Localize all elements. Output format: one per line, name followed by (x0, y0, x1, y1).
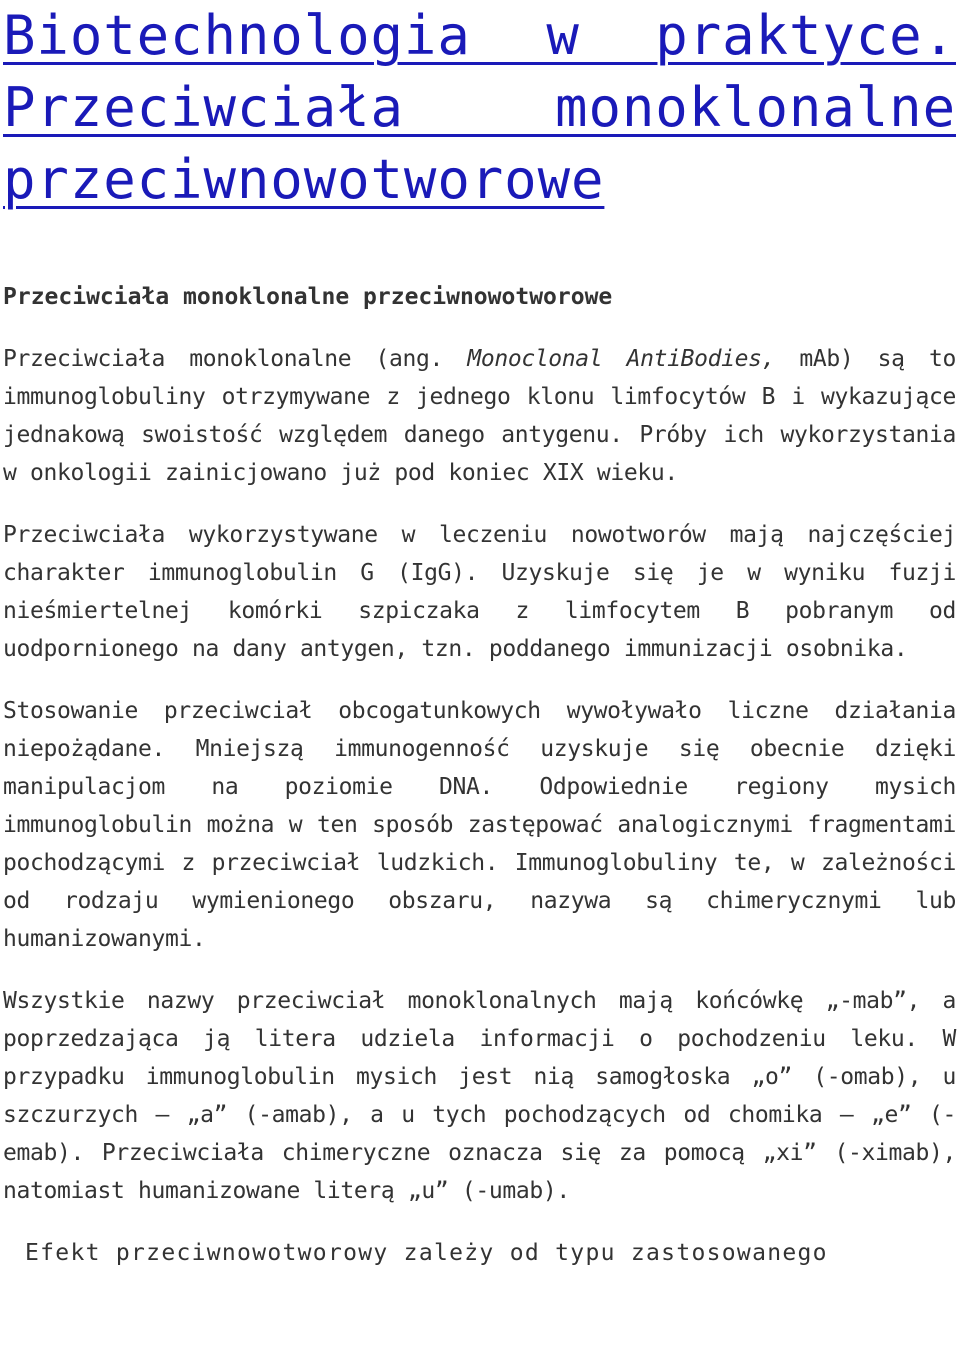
paragraph-effect: Efekt przeciwnowotworowy zależy od typu zastosowanego (25, 1240, 828, 1266)
article-subtitle: Przeciwciała monoklonalne przeciwnowotworowe (3, 284, 613, 310)
article-title (3, 0, 956, 216)
article-title-link[interactable]: Biotechnologia w praktyce. Przeciwciała monoklonalne przeciwnowotworowe (3, 4, 956, 211)
paragraph-naming: Wszystkie nazwy przeciwciał monoklonalnych mają końcówkę „-mab”, a poprzedzająca ją litera udziela informacji o pochodzeniu leku. W przypadku immunoglobulin mysich jest nią samogłoska „o” (-omab), u szczurzych – „a” (-amab), a u tych pochodzących od chomika – „e” (-emab). Przeciwciała chimeryczne oznacza się za pomocą „xi” (-ximab), natomiast humanizowane literą „u” (-umab). (3, 988, 956, 1204)
paragraph-igg: Przeciwciała wykorzystywane w leczeniu nowotworów mają najczęściej charakter immunoglobulin G (IgG). Uzyskuje się je w wyniku fuzji nieśmiertelnej komórki szpiczaka z limfocytem B pobranym od uodpornionego na dany antygen, tzn. poddanego immunizacji osobnika. (3, 522, 956, 662)
paragraph-intro-emphasis: Monoclonal AntiBodies, (467, 346, 776, 372)
paragraph-intro-start: Przeciwciała monoklonalne (ang. (3, 346, 468, 372)
paragraph-intro (3, 340, 956, 492)
paragraph-chimeric: Stosowanie przeciwciał obcogatunkowych wywoływało liczne działania niepożądane. Mniejszą immunogenność uzyskuje się obecnie dzięki manipulacjom na poziomie DNA. Odpowiednie regiony mysich immunoglobulin można w ten sposób zastępować analogicznymi fragmentami pochodzącymi z przeciwciał ludzkich. Immunoglobuliny te, w zależności od rodzaju wymienionego obszaru, nazywa są chimerycznymi lub humanizowanymi. (3, 698, 956, 952)
paragraph-intro-end: mAb) są to immunoglobuliny otrzymywane z jednego klonu limfocytów B i wykazujące jednakową swoistość względem danego antygenu. Próby ich wykorzystania w onkologii zainicjowano już pod koniec XIX wieku. (3, 346, 956, 486)
